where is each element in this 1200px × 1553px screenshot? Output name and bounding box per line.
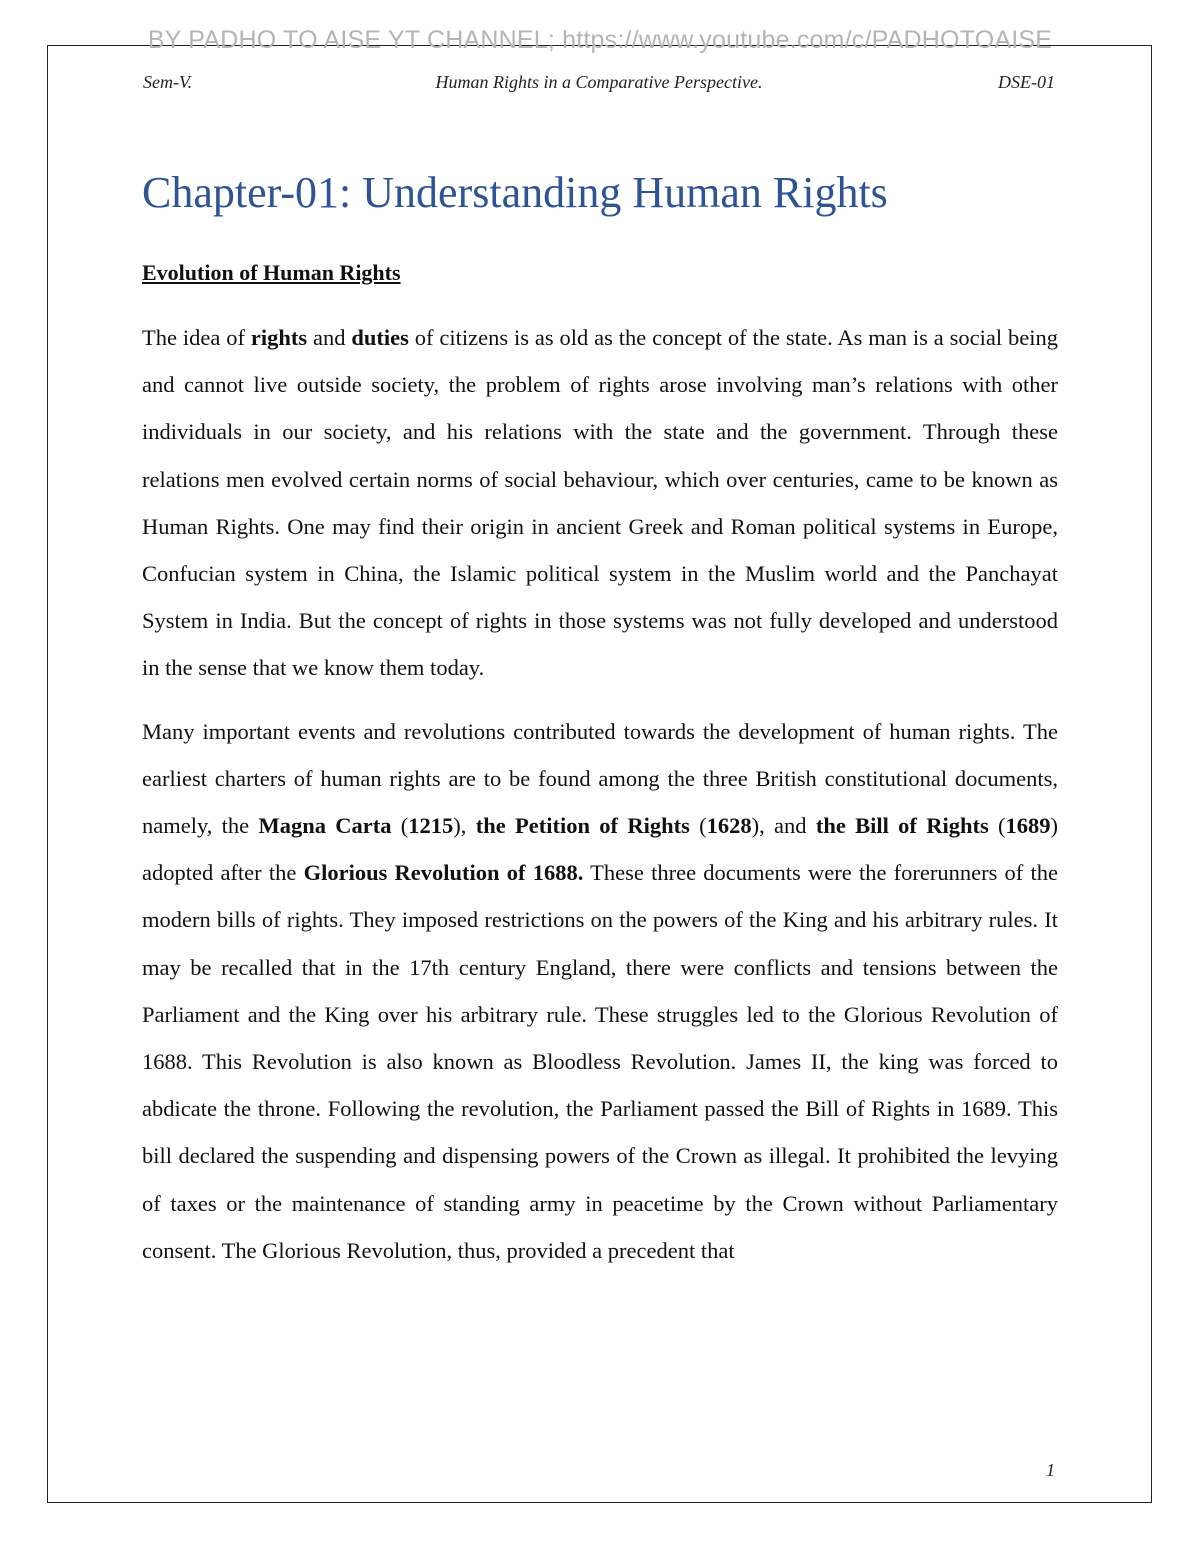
header-course-title: Human Rights in a Comparative Perspective. [435, 72, 763, 92]
section-heading: Evolution of Human Rights [142, 260, 401, 285]
p1-text: and [307, 325, 352, 350]
p1-text: The idea of [142, 325, 251, 350]
p2-text: Many important events and revolutions contributed towards the development of human rights. The earliest charters of human rights are to be found among the three British constitutional documents, namely, the [142, 718, 1058, 839]
page-border [47, 45, 1152, 1503]
header-semester: Sem-V. [143, 72, 193, 92]
p2-bold-year-1628: 1628 [706, 813, 752, 839]
p2-text: ( [988, 813, 1006, 839]
p1-bold-rights: rights [250, 325, 308, 350]
chapter-title: Chapter-01: Understanding Human Rights [142, 168, 888, 217]
p2-text: ), and [751, 813, 816, 839]
p2-bold-year-1689: 1689 [1005, 813, 1051, 839]
p1-text: of citizens is as old as the concept of the state. As man is a social being and cannot live outside society, the problem of rights arose involving man’s relations with other individuals in our society, and his relations with the state and the government. Through these relations men evolved certain norms of social behaviour, which over centuries, came to be known as Human Rights. One may find their origin in ancient Greek and Roman political systems in Europe, Confucian system in China, the Islamic political system in the Muslim world and the Panchayat System in India. But the concept of rights in those systems was not fully developed and understood in the sense that we know them today. [142, 325, 1058, 681]
watermark-text: BY PADHO TO AISE YT CHANNEL; https://www.youtube.com/c/PADHOTOAISE [147, 26, 1053, 54]
p2-text: ) adopted after the [142, 813, 1059, 886]
page-number: 1 [1046, 1460, 1055, 1480]
p2-text: ( [391, 813, 409, 839]
p1-bold-duties: duties [351, 325, 409, 350]
p2-bold-magna-carta: Magna Carta [258, 813, 392, 839]
p2-text: These three documents were the forerunners of the modern bills of rights. They imposed restrictions on the powers of the King and his arbitrary rules. It may be recalled that in the 17th century England, there were conflicts and tensions between the Parliament and the King over his arbitrary rule. These struggles led to the Glorious Revolution of 1688. This Revolution is also known as Bloodless Revolution. James II, the king was forced to abdicate the throne. Following the revolution, the Parliament passed the Bill of Rights in 1689. This bill declared the suspending and dispensing powers of the Crown as illegal. It prohibited the levying of taxes or the maintenance of standing army in peacetime by the Crown without Parliamentary consent. The Glorious Revolution, thus, provided a precedent that [142, 860, 1059, 1263]
header-course-code: DSE-01 [998, 72, 1055, 92]
p2-text: ), [453, 813, 476, 839]
p2-bold-petition-of-rights: the Petition of Rights [475, 813, 690, 839]
p2-bold-glorious-revolution: Glorious Revolution of 1688. [303, 860, 584, 886]
p2-text: ( [689, 813, 707, 839]
p2-bold-bill-of-rights: the Bill of Rights [815, 813, 989, 839]
p2-bold-year-1215: 1215 [408, 813, 454, 839]
